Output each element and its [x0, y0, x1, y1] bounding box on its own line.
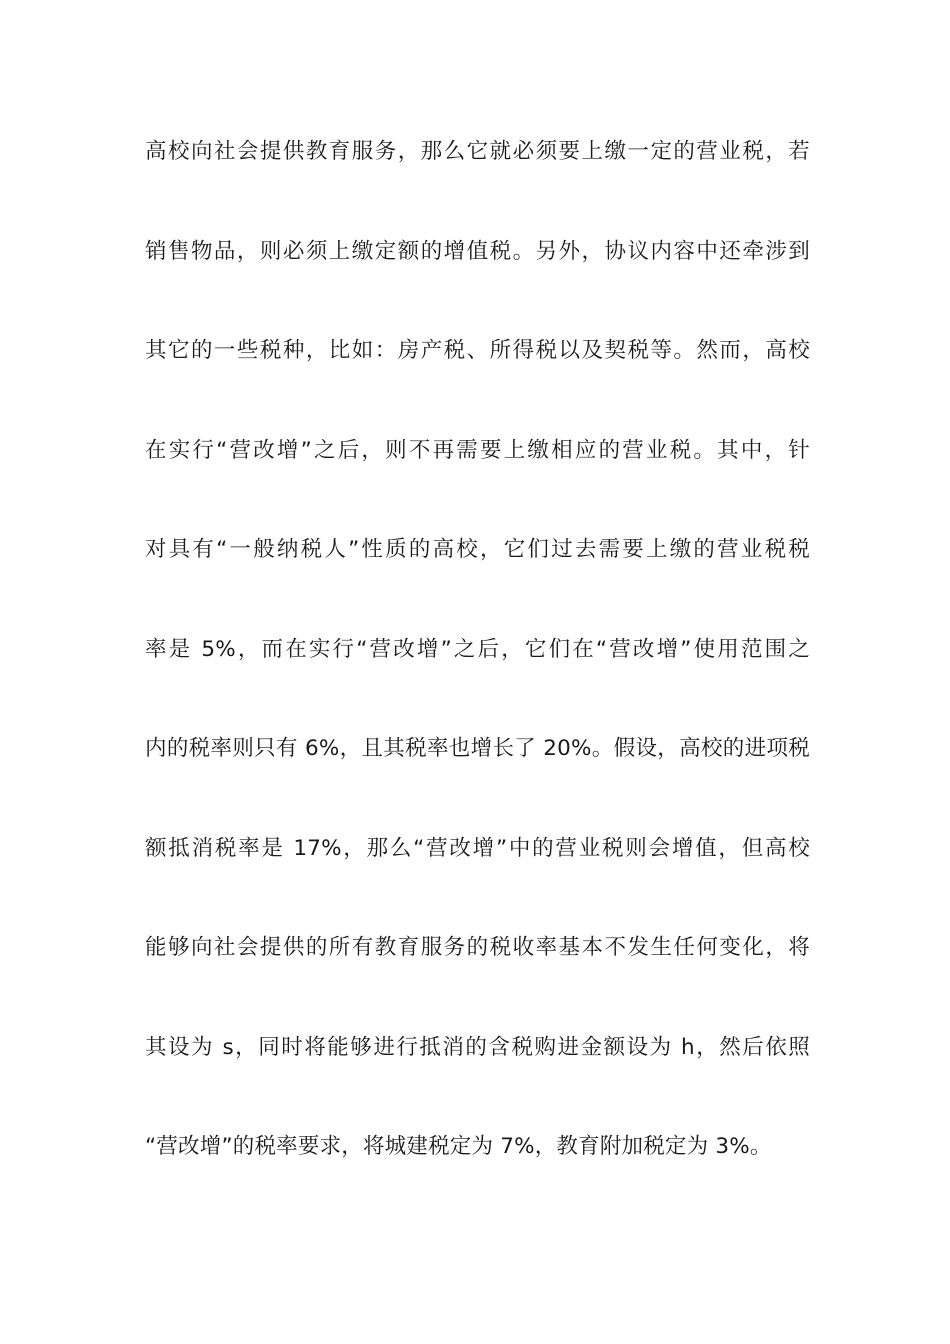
paragraph [145, 132, 810, 1227]
text-line-3: 其它的一些税种，比如：房产税、所得税以及契税等。然而，高校 [145, 338, 810, 363]
text-line-6: 率是 5%，而在实行“营改增”之后，它们在“营改增”使用范围之 [145, 636, 810, 662]
text-line-9: 能够向社会提供的所有教育服务的税收率基本不发生任何变化，将 [145, 935, 810, 960]
text-line-4: 在实行“营改增”之后，则不再需要上缴相应的营业税。其中，针 [145, 437, 810, 463]
text-line-1: 高校向社会提供教育服务，那么它就必须要上缴一定的营业税，若 [145, 139, 810, 164]
text-line-8: 额抵消税率是 17%，那么“营改增”中的营业税则会增值，但高校 [145, 835, 810, 861]
text-line-10: 其设为 s，同时将能够进行抵消的含税购进金额设为 h，然后依照 [145, 1034, 810, 1060]
text-line-5: 对具有“一般纳税人”性质的高校，它们过去需要上缴的营业税税 [145, 537, 810, 562]
text-line-11: “营改增”的税率要求，将城建税定为 7%，教育附加税定为 3%。 [145, 1134, 772, 1159]
text-line-7: 内的税率则只有 6%，且其税率也增长了 20%。假设，高校的进项税 [145, 736, 810, 761]
text-line-2: 销售物品，则必须上缴定额的增值税。另外，协议内容中还牵涉到 [145, 238, 810, 264]
